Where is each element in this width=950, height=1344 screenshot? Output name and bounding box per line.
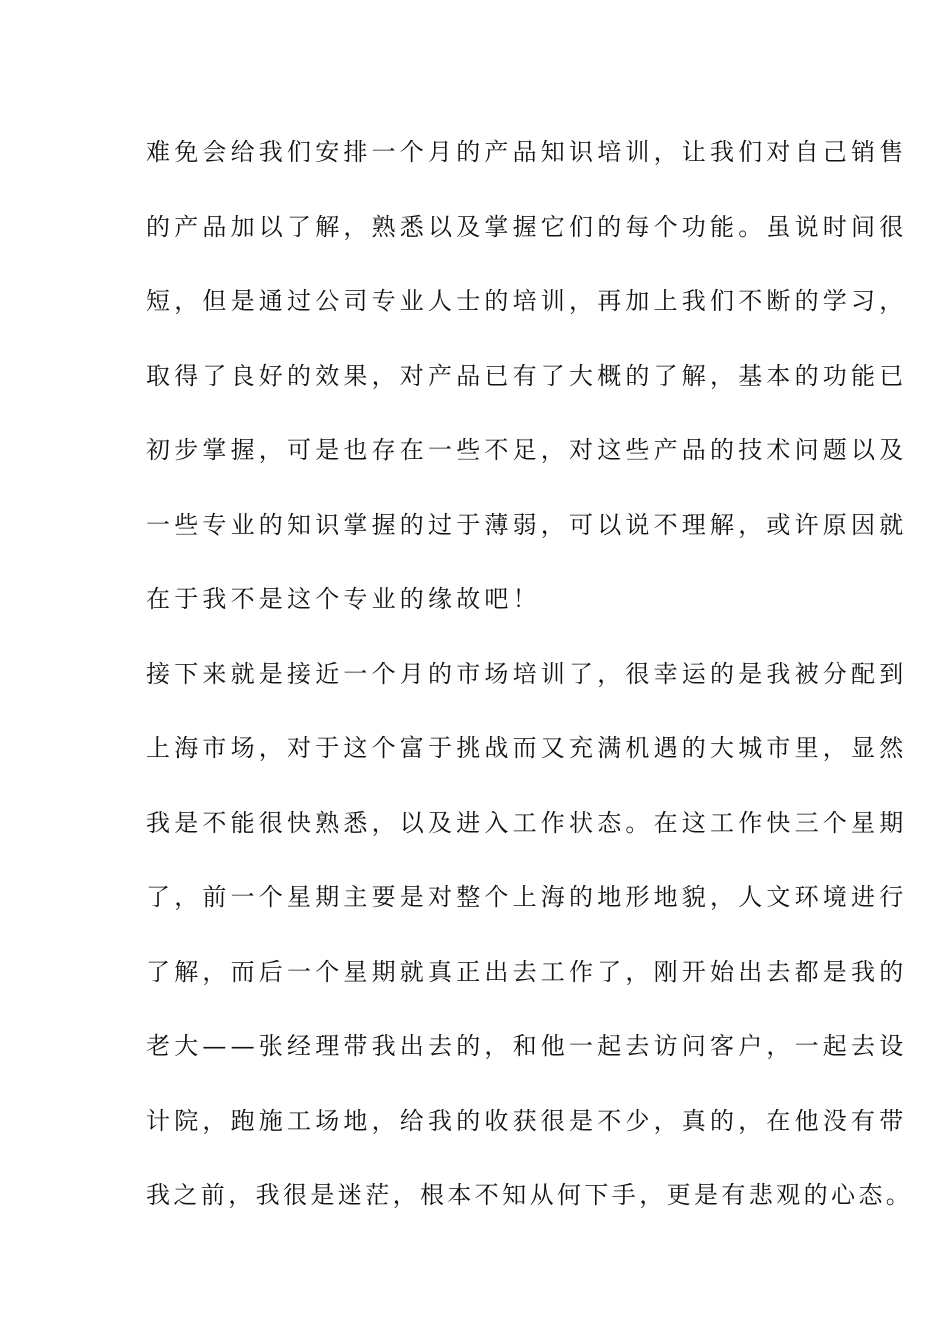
body-text [146, 132, 914, 1250]
text-line: 一些专业的知识掌握的过于薄弱，可以说不理解，或许原因就 [146, 510, 908, 539]
text-line: 在于我不是这个专业的缘故吧！ [146, 585, 541, 613]
text-line: 我是不能很快熟悉，以及进入工作状态。在这工作快三个星期 [146, 808, 908, 837]
text-line: 难免会给我们安排一个月的产品知识培训，让我们对自己销售 [146, 138, 908, 166]
text-line: 接下来就是接近一个月的市场培训了，很幸运的是我被分配到 [146, 659, 908, 688]
text-line: 的产品加以了解，熟悉以及掌握它们的每个功能。虽说时间很 [146, 212, 908, 241]
text-line: 取得了良好的效果，对产品已有了大概的了解，基本的功能已 [146, 361, 908, 390]
text-line: 短，但是通过公司专业人士的培训，再加上我们不断的学习， [146, 287, 908, 315]
text-line: 我之前，我很是迷茫，根本不知从何下手，更是有悲观的心态。 [146, 1181, 914, 1209]
text-line: 老大——张经理带我出去的，和他一起去访问客户，一起去设 [146, 1032, 908, 1060]
text-line: 上海市场，对于这个富于挑战而又充满机遇的大城市里，显然 [146, 734, 908, 762]
text-line: 计院，跑施工场地，给我的收获很是不少，真的，在他没有带 [146, 1106, 908, 1135]
text-line: 了解，而后一个星期就真正出去工作了，刚开始出去都是我的 [146, 957, 908, 986]
text-line: 初步掌握，可是也存在一些不足，对这些产品的技术问题以及 [146, 436, 908, 464]
text-line: 了，前一个星期主要是对整个上海的地形地貌，人文环境进行 [146, 883, 908, 911]
